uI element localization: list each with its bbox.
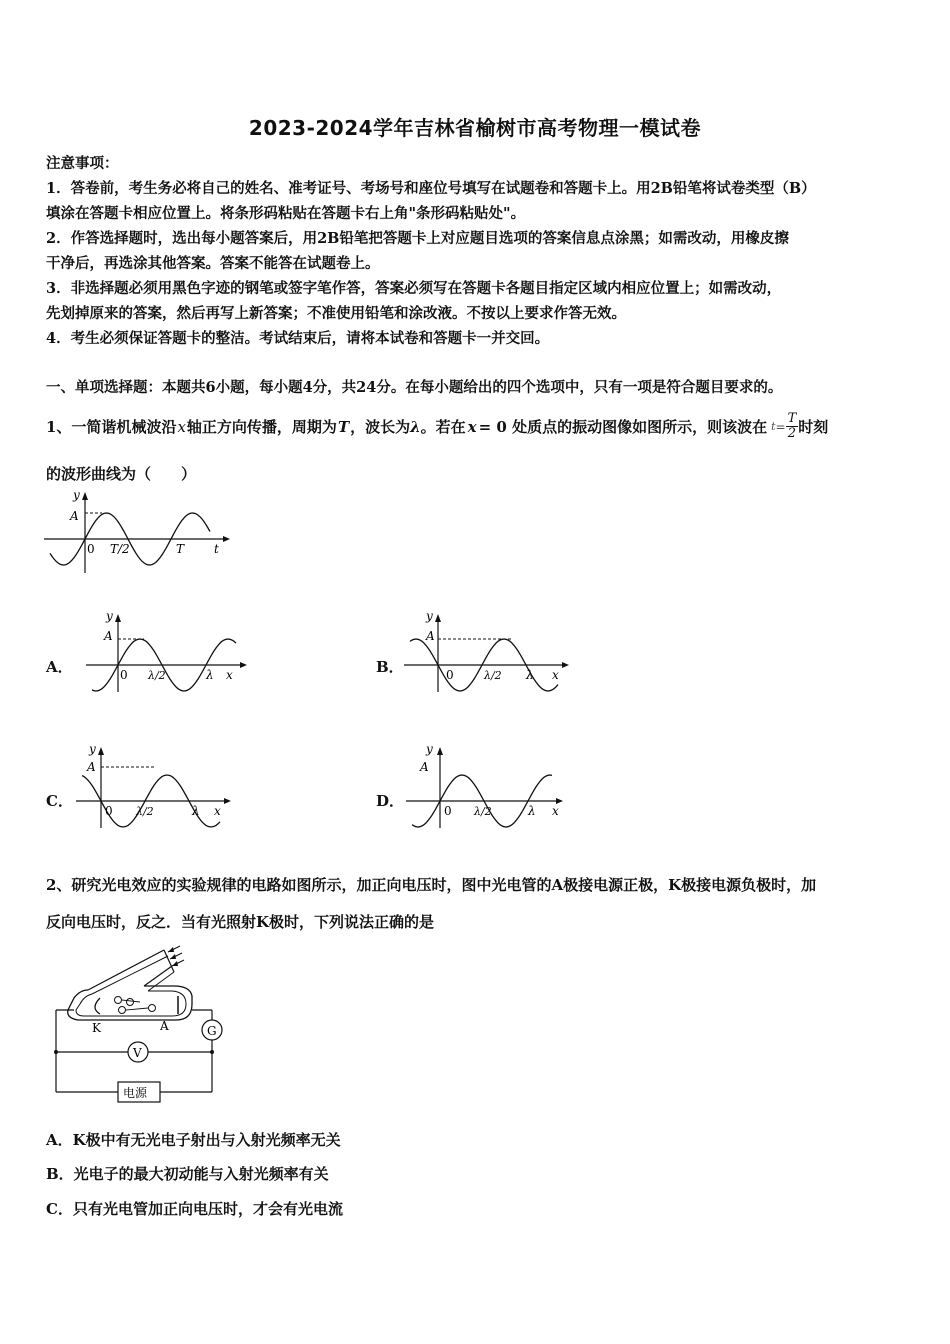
origin-label: 0 bbox=[446, 668, 454, 682]
half-wavelength-label: λ/2 bbox=[136, 805, 154, 818]
q1-fraction bbox=[786, 412, 799, 441]
wavelength-label: λ bbox=[528, 804, 536, 818]
label-source: 电源 bbox=[123, 1086, 148, 1100]
y-label: y bbox=[106, 609, 113, 623]
q1-text-g: 时刻 bbox=[798, 418, 829, 436]
origin-label: 0 bbox=[105, 804, 113, 818]
light-ray-arrow-3 bbox=[172, 961, 178, 966]
half-wavelength-label: λ/2 bbox=[484, 669, 502, 682]
q1-option-d-graph[interactable] bbox=[404, 740, 569, 830]
light-channel-4 bbox=[148, 972, 174, 991]
graph-A-label: A bbox=[70, 509, 79, 523]
graph-t-label: t bbox=[214, 542, 219, 556]
graph-T-label: T bbox=[176, 542, 185, 556]
question-1-stem bbox=[46, 412, 828, 441]
electron-3 bbox=[119, 1007, 126, 1014]
notes-line-5: 3．非选择题必须用黑色字迹的钢笔或签字笔作答，答案必须写在答题卡各题目指定区域内相应位置上；如需改动， bbox=[46, 280, 782, 297]
electron-path-2 bbox=[126, 1008, 148, 1010]
notes-line-4: 干净后，再选涂其他答案。答案不能答在试题卷上。 bbox=[46, 255, 380, 272]
y-label: y bbox=[426, 609, 433, 623]
q1-var-x2: x bbox=[467, 417, 477, 436]
light-channel-2 bbox=[92, 956, 168, 994]
x-axis-arrow bbox=[240, 662, 247, 668]
light-channel-1 bbox=[88, 950, 164, 990]
electron-4 bbox=[149, 1005, 156, 1012]
A-label: A bbox=[87, 760, 96, 774]
wavelength-label: λ bbox=[526, 668, 534, 682]
q1-text-d: 。若在 bbox=[420, 418, 466, 436]
label-A: A bbox=[160, 1019, 169, 1033]
wavelength-label: λ bbox=[192, 804, 200, 818]
y-axis-arrow bbox=[98, 747, 104, 755]
q2-option-c[interactable]: C．只有光电管加正向电压时，才会有光电流 bbox=[46, 1200, 343, 1218]
notes-line-7: 4．考生必须保证答题卡的整洁。考试结束后，请将本试卷和答题卡一并交回。 bbox=[46, 330, 550, 347]
label-K: K bbox=[92, 1021, 101, 1035]
notes-line-3: 2．作答选择题时，选出每小题答案后，用2B铅笔把答题卡上对应题目选项的答案信息点涂黑；如需改动，用橡皮擦 bbox=[46, 230, 789, 247]
q1-text-c: ，波长为 bbox=[350, 418, 411, 436]
label-V: V bbox=[133, 1046, 142, 1060]
graph-origin-label: 0 bbox=[87, 542, 95, 556]
y-axis-arrow bbox=[82, 492, 88, 500]
light-ray-arrow-2 bbox=[170, 954, 176, 959]
t-axis-arrow bbox=[223, 536, 230, 542]
x-label: x bbox=[214, 804, 221, 818]
x-axis-arrow bbox=[224, 798, 231, 804]
q1-option-c-letter[interactable]: C． bbox=[46, 792, 73, 810]
A-label: A bbox=[426, 629, 435, 643]
notes-heading: 注意事项： bbox=[46, 155, 119, 172]
q1-frac-num: T bbox=[787, 411, 797, 426]
q1-t-label: t bbox=[771, 420, 776, 433]
electron-2 bbox=[127, 999, 134, 1006]
y-axis-arrow bbox=[435, 614, 441, 622]
notes-line-6: 先划掉原来的答案，然后再写上新答案；不准使用铅笔和涂改液。不按以上要求作答无效。 bbox=[46, 305, 626, 322]
x-label: x bbox=[226, 668, 233, 682]
q1-text-a: 1、一简谐机械波沿 bbox=[46, 418, 177, 436]
tube-inner bbox=[76, 991, 186, 1016]
cathode-K bbox=[95, 998, 100, 1014]
notes-line-1: 1．答卷前，考生务必将自己的姓名、准考证号、考场号和座位号填写在试题卷和答题卡上。用2B铅笔将试卷类型（B） bbox=[46, 180, 816, 197]
vibration-graph bbox=[40, 487, 230, 577]
light-ray-arrow-1 bbox=[168, 947, 174, 952]
wavelength-label: λ bbox=[206, 668, 214, 682]
q2-option-b[interactable]: B．光电子的最大初动能与入射光频率有关 bbox=[46, 1165, 329, 1183]
section-heading: 一、单项选择题：本题共6小题，每小题4分，共24分。在每小题给出的四个选项中，只有一项是符合题目要求的。 bbox=[46, 379, 783, 396]
page-title: 2023-2024学年吉林省榆树市高考物理一模试卷 bbox=[248, 116, 702, 140]
q1-option-b-letter[interactable]: B． bbox=[376, 658, 404, 676]
y-label: y bbox=[89, 742, 96, 756]
q1-frac-den: 2 bbox=[787, 426, 797, 441]
origin-label: 0 bbox=[444, 804, 452, 818]
q1-var-x: x bbox=[177, 417, 186, 436]
y-label: y bbox=[426, 742, 433, 756]
x-label: x bbox=[552, 804, 559, 818]
q1-eq: = bbox=[775, 419, 786, 434]
y-axis-arrow bbox=[437, 747, 443, 755]
electron-path-1 bbox=[122, 1000, 140, 1002]
A-label: A bbox=[420, 760, 429, 774]
q1-option-a-graph[interactable] bbox=[84, 608, 254, 693]
origin-label: 0 bbox=[120, 668, 128, 682]
q1-var-lambda: λ bbox=[410, 417, 421, 436]
half-wavelength-label: λ/2 bbox=[148, 669, 166, 682]
question-1-line-2: 的波形曲线为（ ） bbox=[46, 465, 197, 483]
q1-text-f: = 0 处质点的振动图像如图所示，则该波在 bbox=[478, 418, 768, 436]
notes-line-2: 填涂在答题卡相应位置上。将条形码粘贴在答题卡右上角"条形码粘贴处"。 bbox=[46, 205, 526, 222]
q1-option-b-graph[interactable] bbox=[402, 608, 577, 693]
graph-y-label: y bbox=[73, 488, 80, 502]
graph-half-label: T/2 bbox=[110, 542, 130, 556]
q1-var-T: T bbox=[337, 417, 350, 436]
q1-option-a-letter[interactable]: A． bbox=[46, 658, 73, 676]
q1-option-c-graph[interactable] bbox=[74, 740, 239, 830]
q2-option-a[interactable]: A．K极中有无光电子射出与入射光频率无关 bbox=[46, 1131, 341, 1149]
x-label: x bbox=[552, 668, 559, 682]
label-G: G bbox=[207, 1024, 217, 1038]
question-2-line-2: 反向电压时，反之．当有光照射K极时，下列说法正确的是 bbox=[46, 913, 435, 931]
photoelectric-circuit bbox=[44, 938, 234, 1110]
q1-text-b: 轴正方向传播，周期为 bbox=[186, 418, 337, 436]
y-axis-arrow bbox=[115, 614, 121, 622]
q1-option-d-letter[interactable]: D． bbox=[376, 792, 405, 810]
junction-right bbox=[210, 1050, 214, 1054]
A-label: A bbox=[104, 629, 113, 643]
half-wavelength-label: λ/2 bbox=[474, 805, 492, 818]
electron-1 bbox=[115, 997, 122, 1004]
x-axis-arrow bbox=[562, 662, 569, 668]
question-2-line-1: 2、研究光电效应的实验规律的电路如图所示，加正向电压时，图中光电管的A极接电源正极，K极接电源负极时，加 bbox=[46, 876, 817, 894]
